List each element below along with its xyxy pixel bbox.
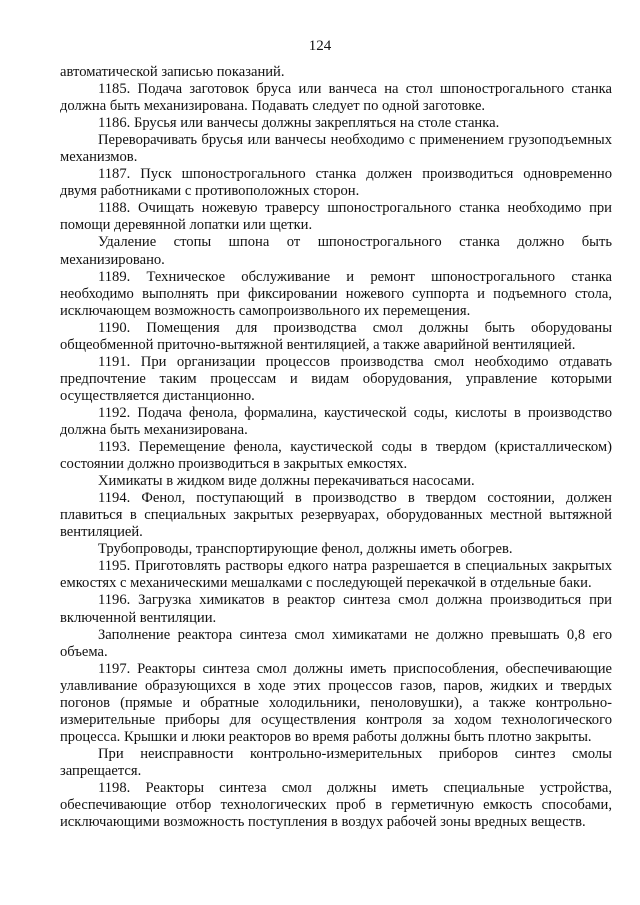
paragraph-1197-malfunction: При неисправности контрольно-измерительных приборов синтез смолы запрещается.: [60, 745, 612, 779]
paragraph-1193-pumping: Химикаты в жидком виде должны перекачиваться насосами.: [98, 473, 475, 490]
paragraph-1191: 1191. При организации процессов производства смол необходимо отдавать предпочтение таким процессам и видам оборудования, управление которыми осуществляется дистанционно.: [60, 353, 612, 404]
paragraph-1194-pipelines: Трубопроводы, транспортирующие фенол, должны иметь обогрев.: [98, 541, 513, 558]
paragraph-1190: 1190. Помещения для производства смол должны быть оборудованы общеобменной приточно-вытяжной вентиляцией, а также аварийной вентиляцией.: [60, 319, 612, 353]
paragraph-1196: 1196. Загрузка химикатов в реактор синтеза смол должна производиться при включенной вентиляции.: [60, 592, 612, 626]
paragraph-1194: 1194. Фенол, поступающий в производство в твердом состоянии, должен плавиться в специальных закрытых резервуарах, оборудованных местной вытяжной вентиляцией.: [60, 490, 612, 541]
paragraph-1192: 1192. Подача фенола, формалина, каустической соды, кислоты в производство должна быть механизирована.: [60, 404, 612, 438]
paragraph-continuation: автоматической записью показаний.: [60, 64, 285, 80]
paragraph-1195: 1195. Приготовлять растворы едкого натра разрешается в специальных закрытых емкостях с механическими мешалками с последующей перекачкой в отдельные баки.: [60, 558, 612, 592]
paragraph-1196-filling: Заполнение реактора синтеза смол химикатами не должно превышать 0,8 его объема.: [60, 626, 612, 660]
paragraph-1188: 1188. Очищать ножевую траверсу шпонострогального станка необходимо при помощи деревянной лопатки или щетки.: [60, 200, 612, 234]
document-body: [60, 64, 612, 831]
paragraph-1186: 1186. Брусья или ванчесы должны закрепляться на столе станка.: [98, 115, 500, 132]
page-number: 124: [308, 38, 332, 54]
paragraph-1198: 1198. Реакторы синтеза смол должны иметь специальные устройства, обеспечивающие отбор технологических проб в герметичную емкость способами, исключающими возможность поступления в воздух рабочей зоны вредных веществ.: [60, 779, 612, 831]
paragraph-1193: 1193. Перемещение фенола, каустической соды в твердом (кристаллическом) состоянии должно производиться в закрытых емкостях.: [60, 439, 612, 473]
paragraph-1187: 1187. Пуск шпонострогального станка должен производиться одновременно двумя работниками с противоположных сторон.: [60, 166, 612, 200]
paragraph-1189: 1189. Техническое обслуживание и ремонт шпонострогального станка необходимо выполнять при фиксировании ножевого суппорта и подъемного стола, исключающем возможность самопроизвольного их перемещения.: [60, 268, 612, 319]
paragraph-1197: 1197. Реакторы синтеза смол должны иметь приспособления, обеспечивающие улавливание образующихся в ходе этих процессов газов, паров, жидких и твердых погонов (прямые и обратные холодильники, пеноловушки), а также контрольно-измерительные приборы для осуществления контроля за ходом технологического процесса. Крышки и люки реакторов во время работы должны быть плотно закрыты.: [60, 660, 612, 745]
paragraph-1185: 1185. Подача заготовок бруса или ванчеса на стол шпонострогального станка должна быть механизирована. Подавать следует по одной заготовке.: [60, 81, 612, 115]
paragraph-1188-removal: Удаление стопы шпона от шпонострогального станка должно быть механизировано.: [60, 234, 612, 268]
paragraph-1186-turning: Переворачивать брусья или ванчесы необходимо с применением грузоподъемных механизмов.: [60, 132, 612, 166]
